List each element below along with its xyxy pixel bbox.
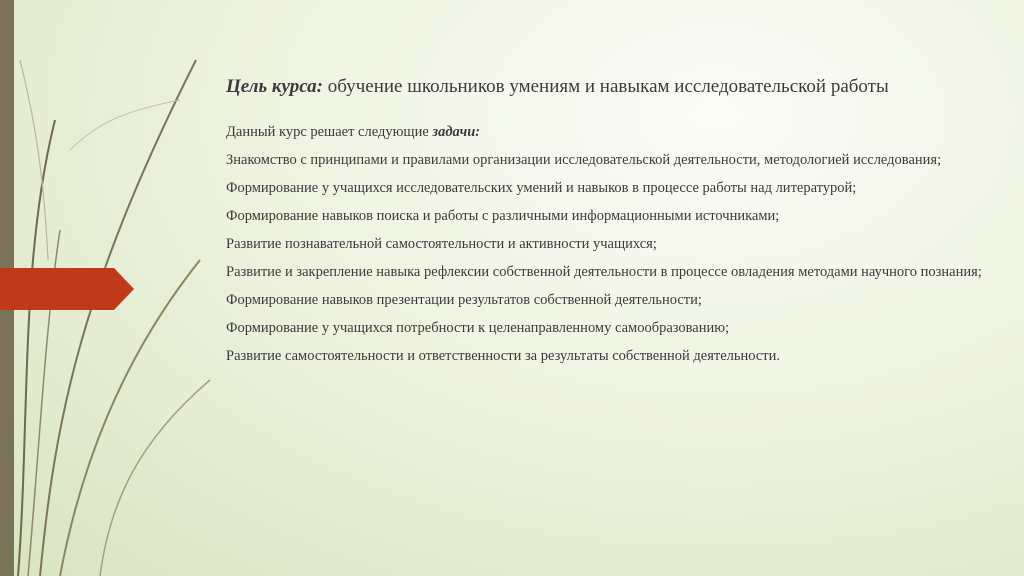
- task-item: Формирование навыков презентации результатов собственной деятельности;: [226, 292, 702, 308]
- task-item: Формирование у учащихся потребности к целенаправленному самообразованию;: [226, 320, 730, 336]
- task-item: Развитие и закрепление навыка рефлексии собственной деятельности в процессе овладения методами научного познания;: [226, 264, 982, 280]
- task-item: Развитие самостоятельности и ответственности за результаты собственной деятельности.: [226, 348, 781, 364]
- task-item: Развитие познавательной самостоятельности и активности учащихся;: [226, 236, 657, 252]
- task-item: Формирование навыков поиска и работы с различными информационными источниками;: [226, 208, 780, 224]
- slide-content: [226, 74, 986, 376]
- task-item: Знакомство с принципами и правилами организации исследовательской деятельности, методологией исследования;: [226, 152, 942, 168]
- intro-colon: :: [475, 124, 481, 140]
- task-item: Формирование у учащихся исследовательских умений и навыков в процессе работы над литературой;: [226, 180, 857, 196]
- intro-emphasis: задачи: [432, 124, 476, 140]
- title-lead: Цель курса:: [226, 76, 324, 97]
- title-text: обучение школьников умениям и навыкам исследовательской работы: [323, 76, 889, 97]
- slide-title: [226, 74, 986, 99]
- task-list: [226, 152, 986, 366]
- red-arrow-marker: [0, 268, 134, 310]
- intro-text: Данный курс решает следующие: [226, 124, 433, 140]
- intro-line: [226, 123, 986, 142]
